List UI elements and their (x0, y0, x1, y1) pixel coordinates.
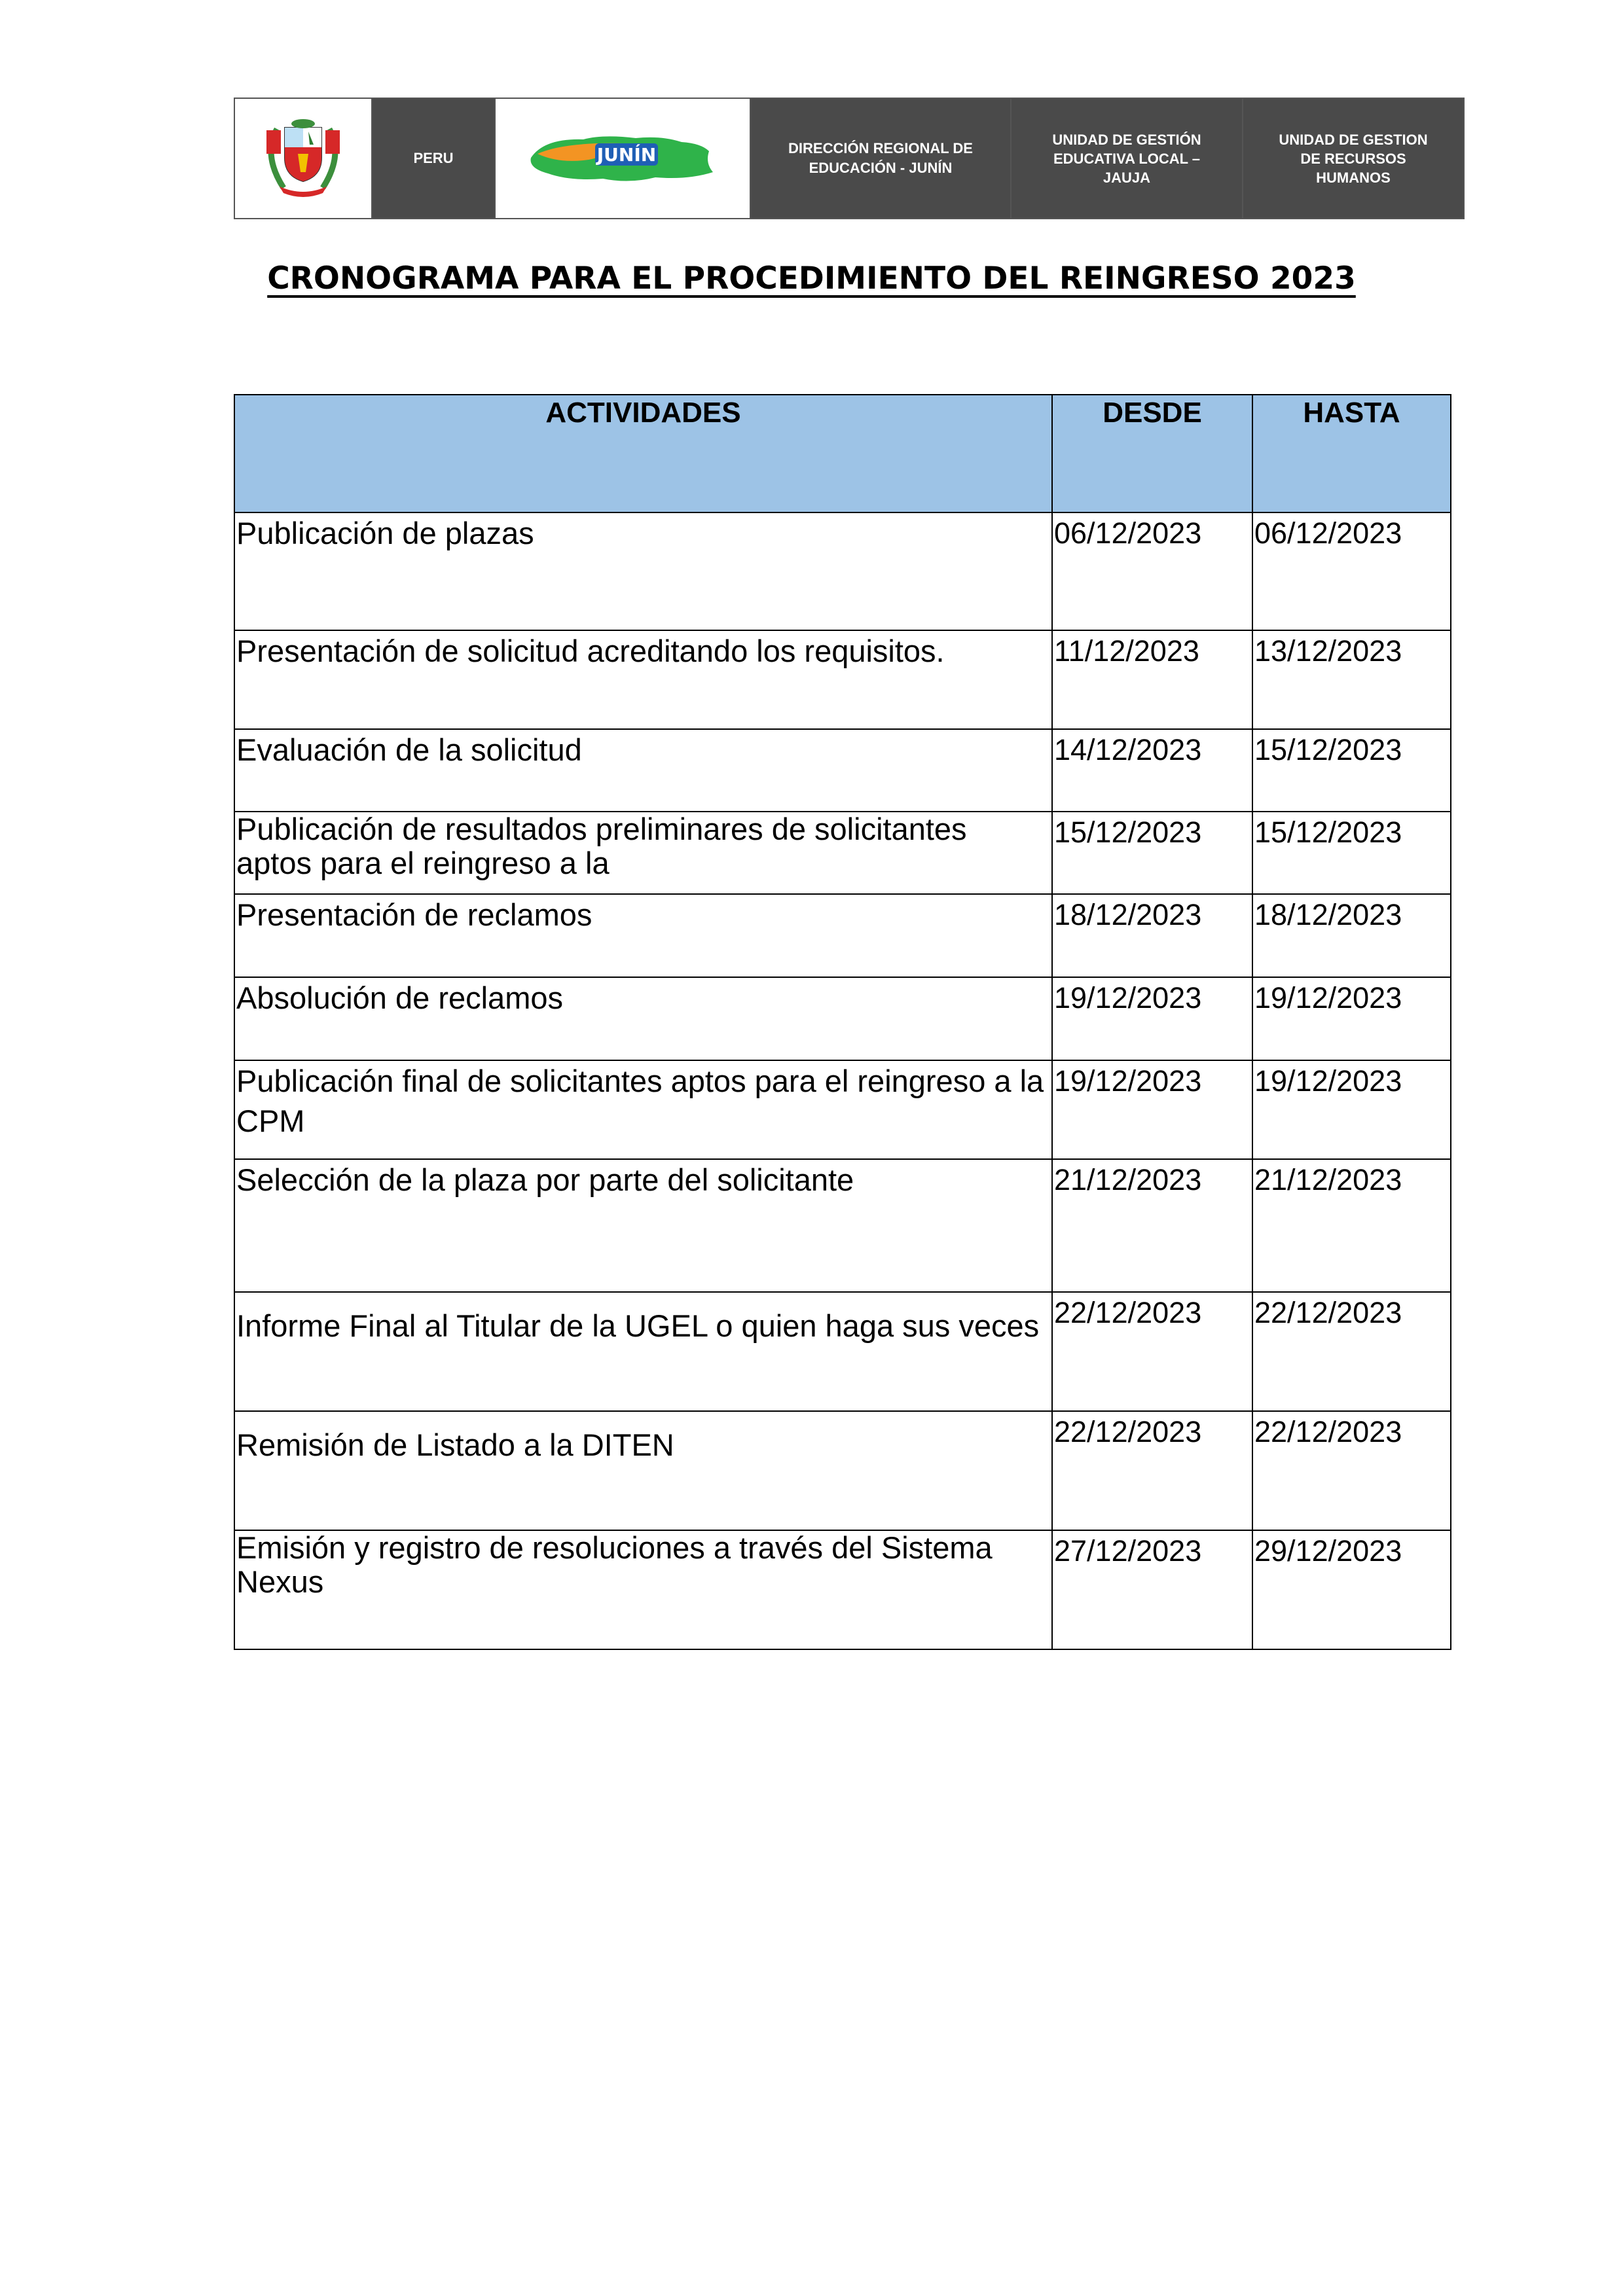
activity-cell: Evaluación de la solicitud (234, 729, 1052, 812)
from-date-cell: 15/12/2023 (1052, 812, 1252, 894)
to-date-cell: 22/12/2023 (1252, 1292, 1451, 1411)
to-date-cell: 18/12/2023 (1252, 894, 1451, 977)
activity-cell: Publicación de plazas (234, 512, 1052, 630)
to-date-cell: 19/12/2023 (1252, 977, 1451, 1060)
header-to: HASTA (1252, 395, 1451, 512)
table-row (234, 977, 1451, 1060)
table-header-row (234, 395, 1451, 512)
from-date-cell: 21/12/2023 (1052, 1159, 1252, 1292)
document-title: CRONOGRAMA PARA EL PROCEDIMIENTO DEL REINGRESO 2023 (267, 260, 1356, 296)
from-date-cell: 06/12/2023 (1052, 512, 1252, 630)
svg-text:JUNÍN: JUNÍN (596, 144, 657, 166)
dre-junin-label: DIRECCIÓN REGIONAL DE EDUCACIÓN - JUNÍN (751, 99, 1012, 218)
table-row (234, 894, 1451, 977)
to-date-cell: 22/12/2023 (1252, 1411, 1451, 1530)
country-label: PERU (373, 99, 496, 218)
activity-cell: Selección de la plaza por parte del solicitante (234, 1159, 1052, 1292)
table-row (234, 812, 1451, 894)
activity-cell: Emisión y registro de resoluciones a través del Sistema Nexus (234, 1530, 1052, 1649)
from-date-cell: 11/12/2023 (1052, 630, 1252, 729)
table-row (234, 512, 1451, 630)
peru-coat-of-arms-cell (235, 99, 373, 218)
from-date-cell: 27/12/2023 (1052, 1530, 1252, 1649)
table-row (234, 1411, 1451, 1530)
activity-cell: Absolución de reclamos (234, 977, 1052, 1060)
activity-cell: Presentación de solicitud acreditando los requisitos. (234, 630, 1052, 729)
from-date-cell: 19/12/2023 (1052, 1060, 1252, 1159)
junin-region-logo (524, 129, 721, 188)
to-date-cell: 21/12/2023 (1252, 1159, 1451, 1292)
table-row (234, 1159, 1451, 1292)
from-date-cell: 18/12/2023 (1052, 894, 1252, 977)
activity-cell: Informe Final al Titular de la UGEL o quien haga sus veces (234, 1292, 1052, 1411)
table-row (234, 1060, 1451, 1159)
to-date-cell: 29/12/2023 (1252, 1530, 1451, 1649)
document-header (234, 98, 1465, 219)
header-activities: ACTIVIDADES (234, 395, 1052, 512)
from-date-cell: 14/12/2023 (1052, 729, 1252, 812)
to-date-cell: 15/12/2023 (1252, 729, 1451, 812)
junin-logo-cell (496, 99, 751, 218)
header-from: DESDE (1052, 395, 1252, 512)
from-date-cell: 19/12/2023 (1052, 977, 1252, 1060)
table-row (234, 1292, 1451, 1411)
rrhh-unit-label: UNIDAD DE GESTION DE RECURSOS HUMANOS (1243, 99, 1463, 218)
from-date-cell: 22/12/2023 (1052, 1411, 1252, 1530)
to-date-cell: 13/12/2023 (1252, 630, 1451, 729)
table-row (234, 1530, 1451, 1649)
activity-cell: Remisión de Listado a la DITEN (234, 1411, 1052, 1530)
from-date-cell: 22/12/2023 (1052, 1292, 1252, 1411)
peru-coat-of-arms-icon (257, 116, 349, 201)
activity-cell: Presentación de reclamos (234, 894, 1052, 977)
table-row (234, 630, 1451, 729)
activity-cell: Publicación de resultados preliminares de solicitantes aptos para el reingreso a la (234, 812, 1052, 894)
to-date-cell: 19/12/2023 (1252, 1060, 1451, 1159)
ugel-jauja-label: UNIDAD DE GESTIÓN EDUCATIVA LOCAL – JAUJA (1012, 99, 1243, 218)
to-date-cell: 06/12/2023 (1252, 512, 1451, 630)
table-row (234, 729, 1451, 812)
to-date-cell: 15/12/2023 (1252, 812, 1451, 894)
activity-cell: Publicación final de solicitantes aptos para el reingreso a la CPM (234, 1060, 1052, 1159)
schedule-table (234, 394, 1451, 1650)
